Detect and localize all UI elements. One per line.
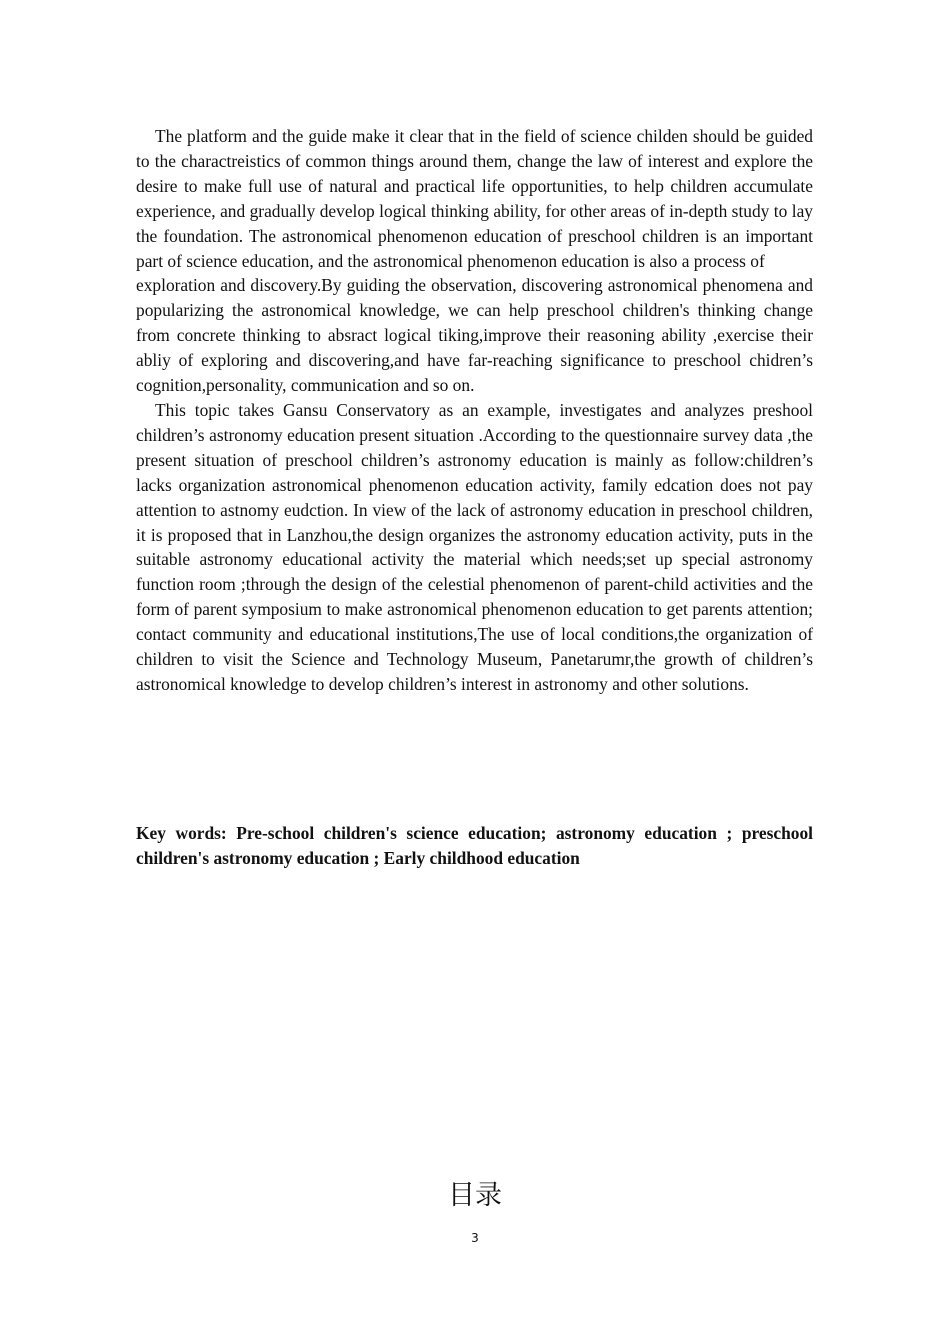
page-number: 3 bbox=[471, 1231, 479, 1245]
abstract-paragraph-2: exploration and discovery.By guiding the observation, discovering astronomical phenomena and popularizing the astronomical knowledge, we can help preschool children's thinking change from concrete thinking to absract logical tiking,improve their reasoning ability ,exercise their abliy of exploring and discovering,and have far-reaching significance to preschool chidren’s cognition,personality, communication and so on. bbox=[136, 275, 813, 396]
table-of-contents-heading: 目录 bbox=[448, 1180, 502, 1211]
abstract-paragraph-1: The platform and the guide make it clear that in the field of science childen should be guided to the charactreistics of common things around them, change the law of interest and explore the desire to make full use of natural and practical life opportunities, to help children accumulate experience, and gradually develop logical thinking ability, for other areas of in-depth study to lay the foundation. The astronomical phenomenon education of preschool children is an important part of science education, and the astronomical phenomenon education is also a process of bbox=[136, 126, 813, 271]
keywords-line: Key words: Pre-school children's science education; astronomy education ; preschool children's astronomy education ; Early childhood education bbox=[136, 823, 813, 868]
abstract-body bbox=[136, 124, 813, 697]
abstract-paragraph-3: This topic takes Gansu Conservatory as an example, investigates and analyzes preshool children’s astronomy education present situation .According to the questionnaire survey data ,the present situation of preschool children’s astronomy education is mainly as follow:children’s lacks organization astronomical phenomenon education activity, family edcation does not pay attention to astnomy eudction. In view of the lack of astronomy education in preschool children, it is proposed that in Lanzhou,the design organizes the astronomy education activity, puts in the suitable astronomy educational activity the material which needs;set up special astronomy function room ;through the design of the celestial phenomenon of parent-child activities and the form of parent symposium to make astronomical phenomenon education to get parents attention; contact community and educational institutions,The use of local conditions,the organization of children to visit the Science and Technology Museum, Panetarumr,the growth of children’s astronomical knowledge to develop children’s interest in astronomy and other solutions. bbox=[136, 399, 813, 694]
